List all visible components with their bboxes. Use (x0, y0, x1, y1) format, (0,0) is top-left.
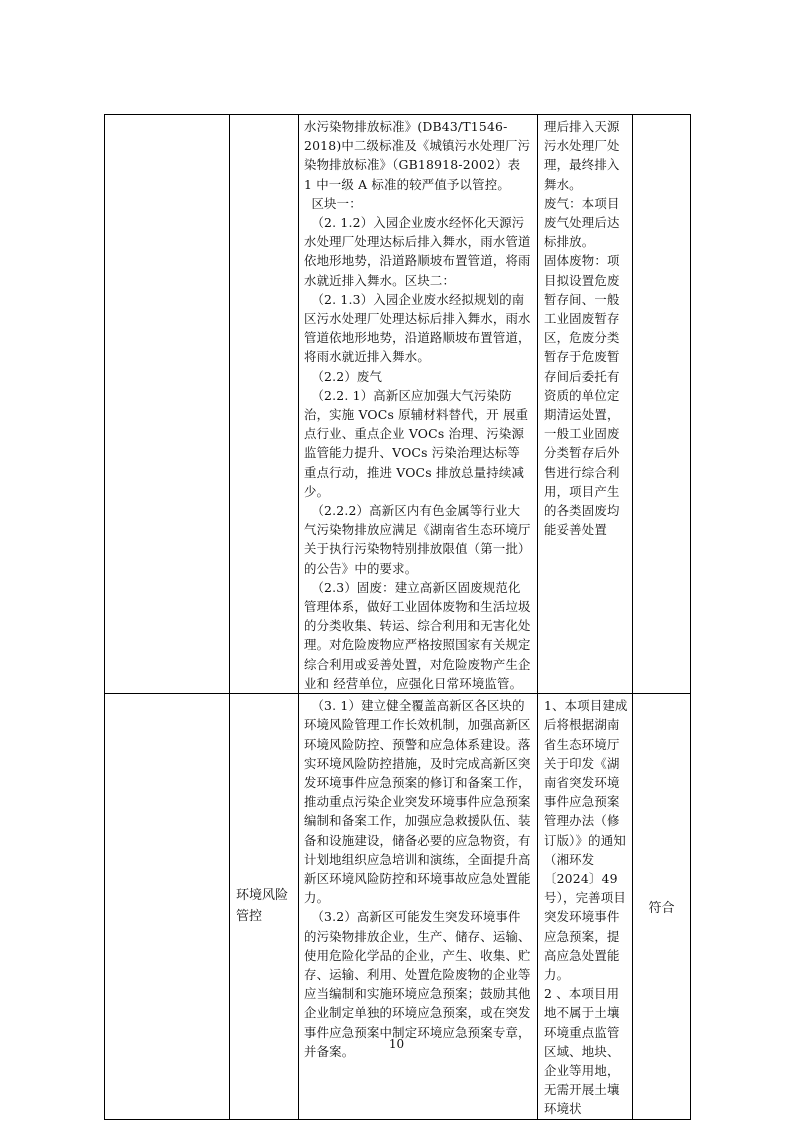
project-paragraph: 2 、本项目用地不属于土壤环境重点监管区域、地块、企业等用地，无需开展土壤环境状 (544, 986, 620, 1117)
verdict-label: 符合 (648, 900, 675, 916)
table-cell-blank (105, 694, 230, 1119)
requirement-paragraph: （2.2）废气 (311, 368, 383, 384)
requirement-paragraph: 区块一： (311, 195, 362, 211)
table-cell-project-status (538, 694, 633, 1119)
requirement-paragraph: （2.2.2）高新区内有色金属等行业大气污染物排放应满足《湖南省生态环境厅关于执行污染物特别排放限值（第一批）的公告》中的要求。 (304, 503, 531, 576)
table-cell-category (230, 694, 299, 1119)
compliance-table (104, 114, 691, 1120)
table-cell-requirements (299, 115, 538, 694)
table-cell-verdict (633, 115, 691, 694)
table-cell-verdict (633, 694, 691, 1119)
table-cell-blank (105, 115, 230, 694)
table-cell-requirements (299, 694, 538, 1119)
project-paragraph: 理后排入天源污水处理厂处理，最终排入舞水。 (544, 119, 620, 192)
table-cell-project-status (538, 115, 633, 694)
requirement-paragraph: （3.2）高新区可能发生突发环境事件的污染物排放企业，生产、储存、运输、使用危险化学品的企业，产生、收集、贮存、运输、利用、处置危险废物的企业等应当编制和实施环境应急预案；鼓励其他企业制定单独的环境应急预案，或在突发事件应急预案中制定环境应急预案专章，并备案。 (304, 909, 531, 1059)
column-divider (229, 114, 230, 1004)
requirement-paragraph: （2.2. 1）高新区应加强大气污染防治，实施 VOCs 原辅材料替代，开 展重点行业、重点企业 VOCs 治理、污染源监管能力提升、VOCs 污染治理达标等重点行动，推进 VOCs 排放总量持续减少。 (304, 387, 529, 499)
project-paragraph: 1、本项目建成后将根据湖南省生态环境厅关于印发《湖南省突发环境事件应急预案管理办法（修订版）》的通知（湘环发〔2024〕49 号），完善项目突发环境事件应急预案，提高应急处置能力。 (544, 698, 628, 982)
requirement-paragraph: （3. 1）建立健全覆盖高新区各区块的环境风险管理工作长效机制，加强高新区环境风险防控、预警和应急体系建设。落实环境风险防控措施，及时完成高新区突发环境事件应急预案的修订和备案工作，推动重点污染企业突发环境事件应急预案编制和备案工作，加强应急救援队伍、装备和设施建设，储备必要的应急物资，有计划地组织应急培训和演练，全面提升高新区环境风险防控和环境事故应急处置能力。 (304, 698, 531, 906)
table-cell-category (230, 115, 299, 694)
requirement-paragraph: （2. 1.2）入园企业废水经怀化天源污水处理厂处理达标后排入舞水，雨水管道依地形地势，沿道路顺坡布置管道，将雨水就近排入舞水。区块二： (304, 215, 531, 288)
page-number: 10 (388, 1037, 405, 1051)
requirement-paragraph: （2.3）固废：建立高新区固废规范化管理体系，做好工业固体废物和生活垃圾的分类收集、转运、综合利用和无害化处理。对危险废物应严格按照国家有关规定综合利用或妥善处置，对危险废物产生企业和 经营单位，应强化日常环境监管。 (304, 579, 531, 691)
requirement-paragraph: （2. 1.3）入园企业废水经拟规划的南区污水处理厂处理达标后排入舞水，雨水管道依地形地势，沿道路顺坡布置管道，将雨水就近排入舞水。 (304, 291, 531, 365)
requirement-paragraph: 水污染物排放标准》(DB43/T1546-2018)中二级标准及《城镇污水处理厂污染物排放标准》（GB18918-2002）表 1 中一级 A 标准的较严值予以管控。 (304, 119, 531, 192)
table-row (105, 694, 691, 1119)
category-label: 环境风险管控 (236, 888, 289, 925)
project-paragraph: 废气：本项目废气处理后达标排放。 (544, 195, 620, 250)
project-paragraph: 固体废物：项目拟设置危废暂存间、一般工业固废暂存区，危废分类暂存于危废暂存间后委托有资质的单位定期清运处置，一般工业固废分类暂存后外售进行综合利用，项目产生的各类固废均能妥善处置 (544, 253, 620, 538)
table-row (105, 115, 691, 694)
